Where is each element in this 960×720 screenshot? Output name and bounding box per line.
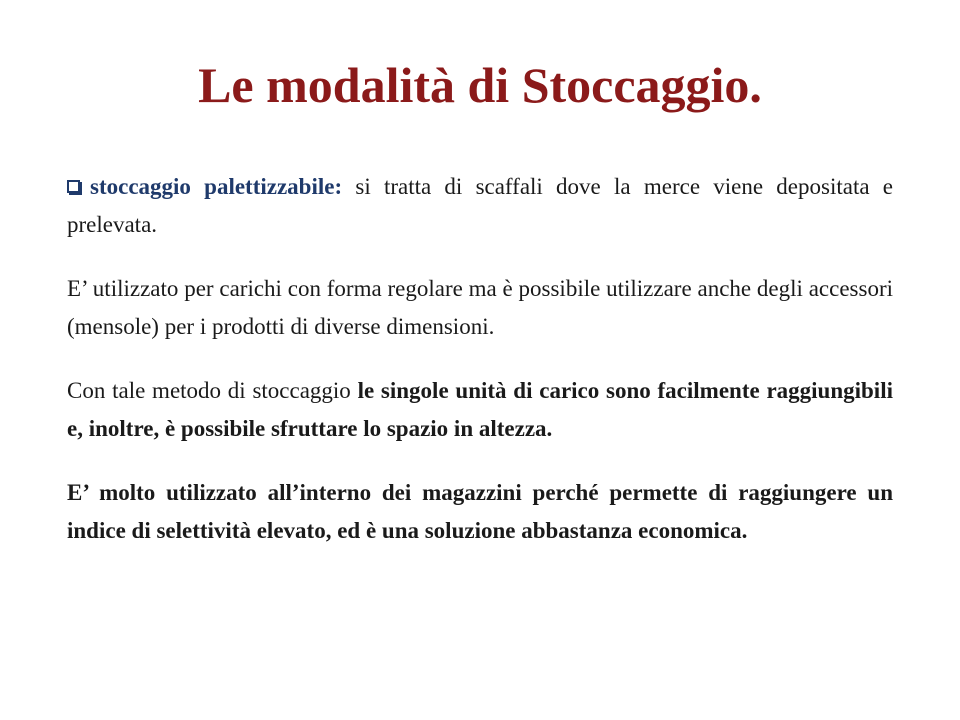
paragraph-conclusion: E’ molto utilizzato all’interno dei magazzini perché permette di raggiungere un indice di selettività elevato, ed è una soluzione abbastanza economica. — [67, 480, 893, 543]
paragraph-method — [67, 372, 893, 448]
slide-body — [67, 168, 893, 576]
paragraph-usage: E’ utilizzato per carichi con forma regolare ma è possibile utilizzare anche degli accessori (mensole) per i prodotti di diverse dimensioni. — [67, 276, 893, 339]
bullet-text: si tratta di scaffali dove la merce viene depositata e prelevata. — [67, 174, 894, 237]
paragraph-method-lead: Con tale metodo di stoccaggio — [67, 378, 358, 403]
checkbox-square-icon — [67, 180, 80, 193]
bullet-paragraph — [67, 168, 893, 244]
bullet-term: stoccaggio palettizzabile: — [90, 174, 343, 199]
slide-title: Le modalità di Stoccaggio. — [198, 57, 762, 113]
paragraph-method-bold: le singole unità di carico sono facilmente raggiungibili e, inoltre, è possibile sfruttare lo spazio in altezza. — [67, 378, 893, 441]
